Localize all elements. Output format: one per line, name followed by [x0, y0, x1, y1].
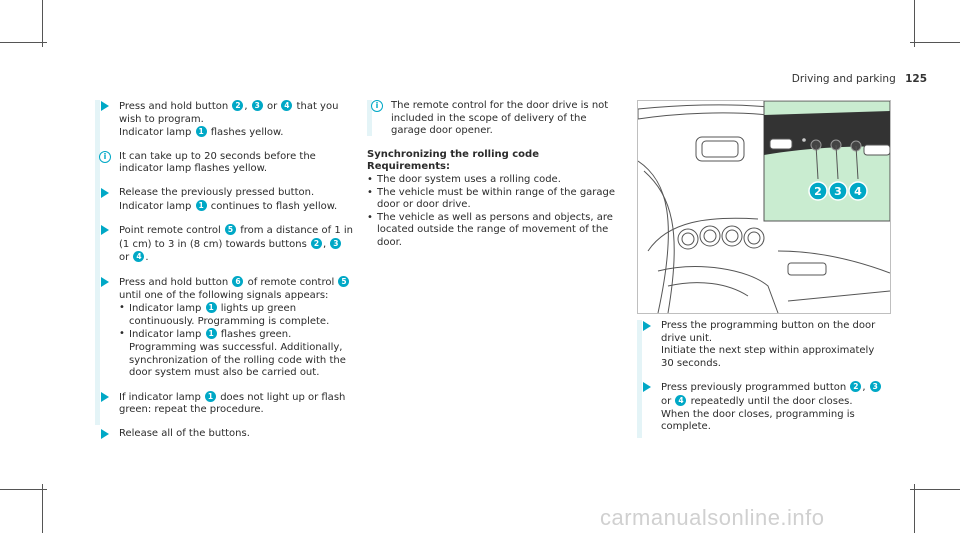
step-repeat: If indicator lamp 1 does not light up or flash green: repeat the procedure. — [95, 391, 355, 417]
crop-mark — [910, 489, 960, 490]
column-left — [95, 100, 355, 451]
crop-mark — [42, 484, 43, 533]
step-point-remote: Point remote control 5 from a distance of 1 in (1 cm) to 3 in (8 cm) towards buttons 2 , 3 or 4 . — [95, 224, 355, 265]
callout-6: 6 — [232, 276, 243, 287]
page-number: 125 — [905, 73, 927, 85]
step-arrow-icon — [643, 321, 651, 331]
callout-2: 2 — [850, 381, 861, 392]
step-arrow-icon — [101, 392, 109, 402]
step-programming-button: Press the programming button on the door drive unit. Initiate the next step within approximately 30 seconds. — [637, 320, 889, 370]
list-item: • Indicator lamp 1 lights up green continuously. Programming is complete. — [119, 302, 355, 328]
figure-callouts — [809, 182, 867, 200]
step-arrow-icon — [643, 382, 651, 392]
info-icon: i — [99, 151, 111, 163]
step-press-hold: Press and hold button 2 , 3 or 4 that you wish to program. Indicator lamp 1 flashes yellow. — [95, 100, 355, 140]
figure-callout-4: 4 — [854, 185, 862, 198]
figure-callout-2: 2 — [814, 185, 822, 198]
step-arrow-icon — [101, 277, 109, 287]
callout-3: 3 — [870, 381, 881, 392]
step-press-programmed: Press previously programmed button 2 , 3 or 4 repeatedly until the door closes. When the door closes, programming is complete. — [637, 381, 889, 433]
step-release-all: Release all of the buttons. — [95, 428, 355, 441]
note-wait: i It can take up to 20 seconds before the indicator lamp flashes yellow. — [95, 151, 355, 176]
step-arrow-icon — [101, 101, 109, 111]
requirements-label: Requirements: — [367, 161, 450, 173]
page-header — [792, 73, 927, 85]
list-item: • Indicator lamp 1 flashes green. Programming was successful. Additionally, synchronization of the rolling code with the door system must also be carried out. — [119, 328, 355, 379]
crop-mark — [42, 0, 43, 47]
list-item: • The vehicle must be within range of the garage door or door drive. — [367, 187, 619, 212]
step-arrow-icon — [101, 429, 109, 439]
illustration-drawing — [638, 101, 890, 313]
step-arrow-icon — [101, 188, 109, 198]
step-arrow-icon — [101, 225, 109, 235]
callout-4: 4 — [133, 251, 144, 262]
info-icon: i — [371, 100, 383, 112]
callout-1: 1 — [206, 302, 217, 313]
callout-2: 2 — [311, 238, 322, 249]
column-right — [637, 320, 889, 445]
column-middle — [367, 100, 619, 250]
callout-1: 1 — [196, 200, 207, 211]
crop-mark — [914, 484, 915, 533]
illustration-overhead-console — [637, 100, 891, 314]
step-release: Release the previously pressed button. Indicator lamp 1 continues to flash yellow. — [95, 187, 355, 213]
callout-3: 3 — [330, 238, 341, 249]
callout-1: 1 — [206, 328, 217, 339]
crop-mark — [914, 0, 915, 47]
callout-1: 1 — [196, 126, 207, 137]
crop-mark — [0, 42, 47, 43]
list-item: • The door system uses a rolling code. — [367, 174, 619, 187]
callout-1: 1 — [205, 391, 216, 402]
callout-4: 4 — [675, 395, 686, 406]
watermark: carmanualsonline.info — [600, 505, 825, 530]
callout-5: 5 — [338, 276, 349, 287]
crop-mark — [0, 489, 47, 490]
callout-4: 4 — [281, 100, 292, 111]
callout-2: 2 — [232, 100, 243, 111]
list-item: • The vehicle as well as persons and objects, are located outside the range of movement of the door. — [367, 212, 619, 250]
section-heading: Synchronizing the rolling code — [367, 148, 539, 160]
step-press-remote: Press and hold button 6 of remote control 5 until one of the following signals appears: • Indicator lamp 1 lights up green continuously. Programming is complete. • Indicator lamp 1 flashes green. Programming was successful. Additionally, synchronization of the rolling code with the door system must also be carried out. — [95, 276, 355, 380]
crop-mark — [910, 42, 960, 43]
section-title: Driving and parking — [791, 73, 896, 85]
callout-5: 5 — [225, 224, 236, 235]
note-remote: i The remote control for the door drive is not included in the scope of delivery of the garage door opener. — [367, 100, 619, 138]
callout-3: 3 — [252, 100, 263, 111]
figure-callout-3: 3 — [834, 185, 842, 198]
